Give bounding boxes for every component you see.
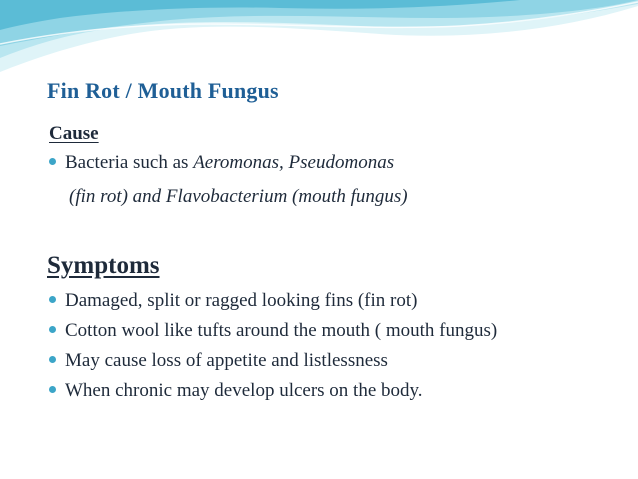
symptom-item (49, 380, 423, 402)
cause-continuation: (fin rot) and Flavobacterium (mouth fungus) (69, 186, 408, 207)
bullet-icon (49, 386, 56, 393)
symptom-item-text: Damaged, split or ragged looking fins (fin rot) (65, 290, 418, 311)
symptom-item-text: Cotton wool like tufts around the mouth ( mouth fungus) (65, 320, 498, 341)
cause-bullet (49, 152, 394, 174)
bullet-icon (49, 158, 56, 165)
cause-heading: Cause (49, 123, 99, 144)
bullet-icon (49, 296, 56, 303)
bullet-icon (49, 356, 56, 363)
cause-bullet-italic: Aeromonas, Pseudomonas (193, 152, 395, 173)
symptom-item (49, 290, 417, 312)
header-wave-decoration (0, 0, 638, 80)
bullet-icon (49, 326, 56, 333)
symptoms-heading: Symptoms (47, 252, 160, 279)
symptom-item (49, 350, 388, 372)
slide-title: Fin Rot / Mouth Fungus (47, 78, 279, 103)
symptom-item (49, 320, 497, 342)
cause-bullet-text: Bacteria such as (65, 152, 194, 173)
symptom-item-text: May cause loss of appetite and listlessness (65, 350, 388, 371)
symptom-item-text: When chronic may develop ulcers on the body. (65, 380, 423, 401)
